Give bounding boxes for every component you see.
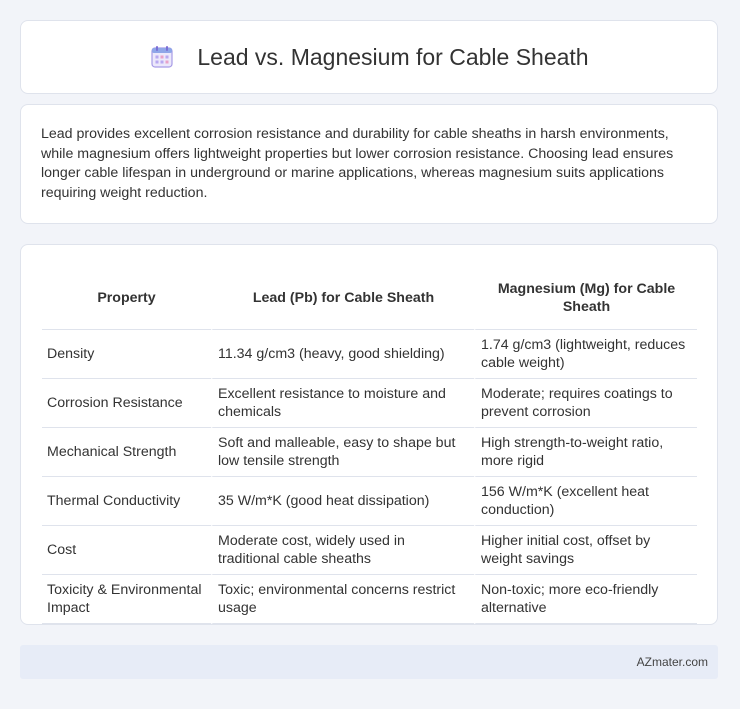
property-cell: Density [42,330,211,379]
lead-cell: Toxic; environmental concerns restrict usage [211,575,474,624]
page-title-heading [149,44,588,71]
table-row [42,526,697,575]
magnesium-cell: Higher initial cost, offset by weight savings [474,526,697,575]
table-row [42,330,697,379]
footer-bar [20,645,718,679]
summary-card [20,104,718,224]
table-row [42,428,697,477]
page-title: Lead vs. Magnesium for Cable Sheath [197,43,589,70]
magnesium-cell: 1.74 g/cm3 (lightweight, reduces cable weight) [474,330,697,379]
table-row [42,379,697,428]
column-header-magnesium: Magnesium (Mg) for Cable Sheath [474,267,697,330]
property-cell: Corrosion Resistance [42,379,211,428]
column-header-property: Property [42,267,211,330]
lead-cell: Moderate cost, widely used in traditional cable sheaths [211,526,474,575]
table-header-row [42,267,697,330]
magnesium-cell: High strength-to-weight ratio, more rigid [474,428,697,477]
comparison-table-card [20,244,718,625]
calendar-icon [149,44,175,70]
property-cell: Cost [42,526,211,575]
table-row [42,575,697,624]
table-row [42,477,697,526]
property-cell: Mechanical Strength [42,428,211,477]
comparison-table [42,267,697,624]
summary-text: Lead provides excellent corrosion resistance and durability for cable sheaths in harsh environments, while magnesium offers lightweight properties but lower corrosion resistance. Choosing lead ensures longer cable lifespan in underground or marine applications, whereas magnesium suits applications requiring weight reduction. [41,126,674,201]
lead-cell: 35 W/m*K (good heat dissipation) [211,477,474,526]
column-header-lead: Lead (Pb) for Cable Sheath [211,267,474,330]
lead-cell: 11.34 g/cm3 (heavy, good shielding) [211,330,474,379]
lead-cell: Excellent resistance to moisture and chemicals [211,379,474,428]
title-card [20,20,718,94]
magnesium-cell: 156 W/m*K (excellent heat conduction) [474,477,697,526]
footer-brand: AZmater.com [636,655,708,669]
property-cell: Toxicity & Environmental Impact [42,575,211,624]
magnesium-cell: Moderate; requires coatings to prevent corrosion [474,379,697,428]
lead-cell: Soft and malleable, easy to shape but low tensile strength [211,428,474,477]
property-cell: Thermal Conductivity [42,477,211,526]
magnesium-cell: Non-toxic; more eco-friendly alternative [474,575,697,624]
